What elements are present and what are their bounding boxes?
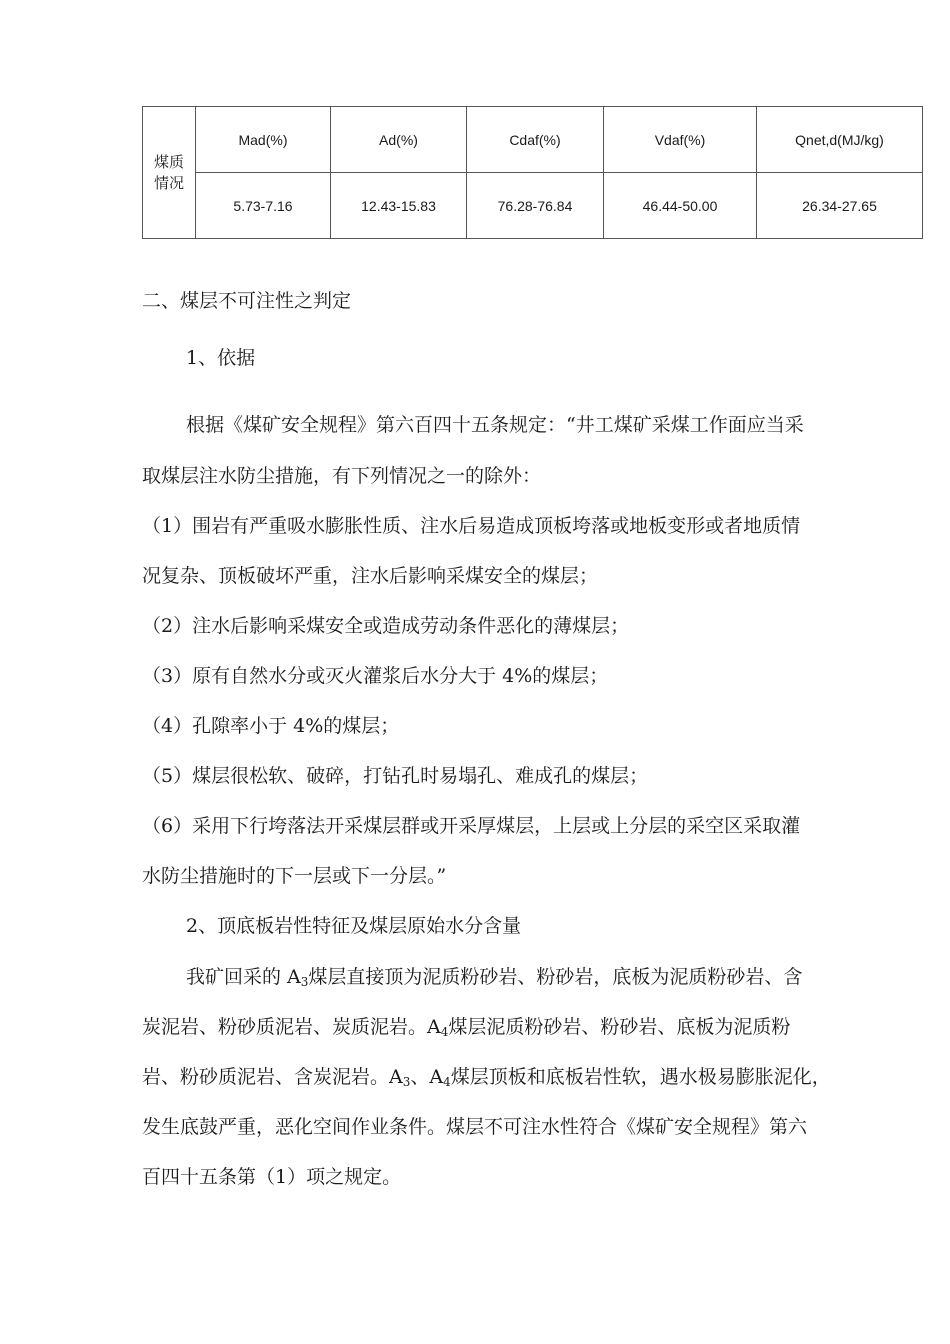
row-header-line: 情况 bbox=[153, 173, 184, 192]
value-cell-vdaf: 46.44-50.00 bbox=[604, 173, 757, 239]
value-cell-ad: 12.43-15.83 bbox=[331, 173, 467, 239]
paragraph-line: 百四十五条第（1）项之规定。 bbox=[142, 1166, 402, 1188]
text-run: 煤层顶板和底板岩性软，遇水极易膨胀泥化， bbox=[450, 1066, 831, 1088]
coal-quality-table bbox=[142, 106, 923, 239]
list-item: （3）原有自然水分或灭火灌浆后水分大于 4%的煤层； bbox=[142, 665, 609, 687]
paragraph-line: 取煤层注水防尘措施，有下列情况之一的除外： bbox=[142, 465, 542, 487]
text-run: 、A bbox=[410, 1066, 444, 1088]
value-cell-qnet: 26.34-27.65 bbox=[757, 173, 923, 239]
paragraph-line bbox=[142, 1013, 932, 1041]
paragraph-line bbox=[142, 1063, 932, 1091]
subheading-basis: 1、依据 bbox=[186, 347, 256, 369]
row-header-line: 煤质 bbox=[153, 152, 184, 171]
text-run: 我矿回采的 A bbox=[186, 966, 301, 988]
column-header-vdaf: Vdaf(%) bbox=[604, 107, 757, 173]
list-item: （4）孔隙率小于 4%的煤层； bbox=[142, 715, 400, 737]
list-item-continuation: 水防尘措施时的下一层或下一分层。” bbox=[142, 865, 447, 887]
list-item-continuation: 况复杂、顶板破坏严重，注水后影响采煤安全的煤层； bbox=[142, 565, 599, 587]
subscript: 3 bbox=[300, 975, 309, 989]
table-row bbox=[143, 107, 923, 173]
value-cell-mad: 5.73-7.16 bbox=[196, 173, 331, 239]
subscript: 3 bbox=[402, 1075, 411, 1089]
text-run: 岩、粉砂质泥岩、含炭泥岩。A bbox=[142, 1066, 403, 1088]
section-heading: 二、煤层不可注性之判定 bbox=[142, 290, 352, 312]
column-header-ad: Ad(%) bbox=[331, 107, 467, 173]
column-header-mad: Mad(%) bbox=[196, 107, 331, 173]
text-run: 煤层泥质粉砂岩、粉砂岩、底板为泥质粉 bbox=[448, 1016, 791, 1038]
paragraph-line bbox=[186, 963, 950, 991]
paragraph-line: 根据《煤矿安全规程》第六百四十五条规定：“井工煤矿采煤工作面应当采 bbox=[186, 414, 804, 436]
list-item: （6）采用下行垮落法开采煤层群或开采厚煤层，上层或上分层的采空区采取灌 bbox=[142, 815, 801, 837]
column-header-cdaf: Cdaf(%) bbox=[467, 107, 604, 173]
text-run: 煤层直接顶为泥质粉砂岩、粉砂岩，底板为泥质粉砂岩、含 bbox=[308, 966, 803, 988]
row-header-cell bbox=[143, 107, 196, 239]
value-cell-cdaf: 76.28-76.84 bbox=[467, 173, 604, 239]
list-item: （5）煤层很松软、破碎，打钻孔时易塌孔、难成孔的煤层； bbox=[142, 765, 649, 787]
table-row bbox=[143, 173, 923, 239]
subheading-rock-properties: 2、顶底板岩性特征及煤层原始水分含量 bbox=[186, 915, 522, 937]
subscript: 4 bbox=[443, 1075, 451, 1089]
subscript: 4 bbox=[440, 1025, 449, 1039]
list-item: （1）围岩有严重吸水膨胀性质、注水后易造成顶板垮落或地板变形或者地质情 bbox=[142, 515, 801, 537]
list-item: （2）注水后影响采煤安全或造成劳动条件恶化的薄煤层； bbox=[142, 615, 630, 637]
column-header-qnet: Qnet,d(MJ/kg) bbox=[757, 107, 923, 173]
text-run: 炭泥岩、粉砂质泥岩、炭质泥岩。A bbox=[142, 1016, 441, 1038]
paragraph-line: 发生底鼓严重，恶化空间作业条件。煤层不可注水性符合《煤矿安全规程》第六 bbox=[142, 1116, 808, 1138]
